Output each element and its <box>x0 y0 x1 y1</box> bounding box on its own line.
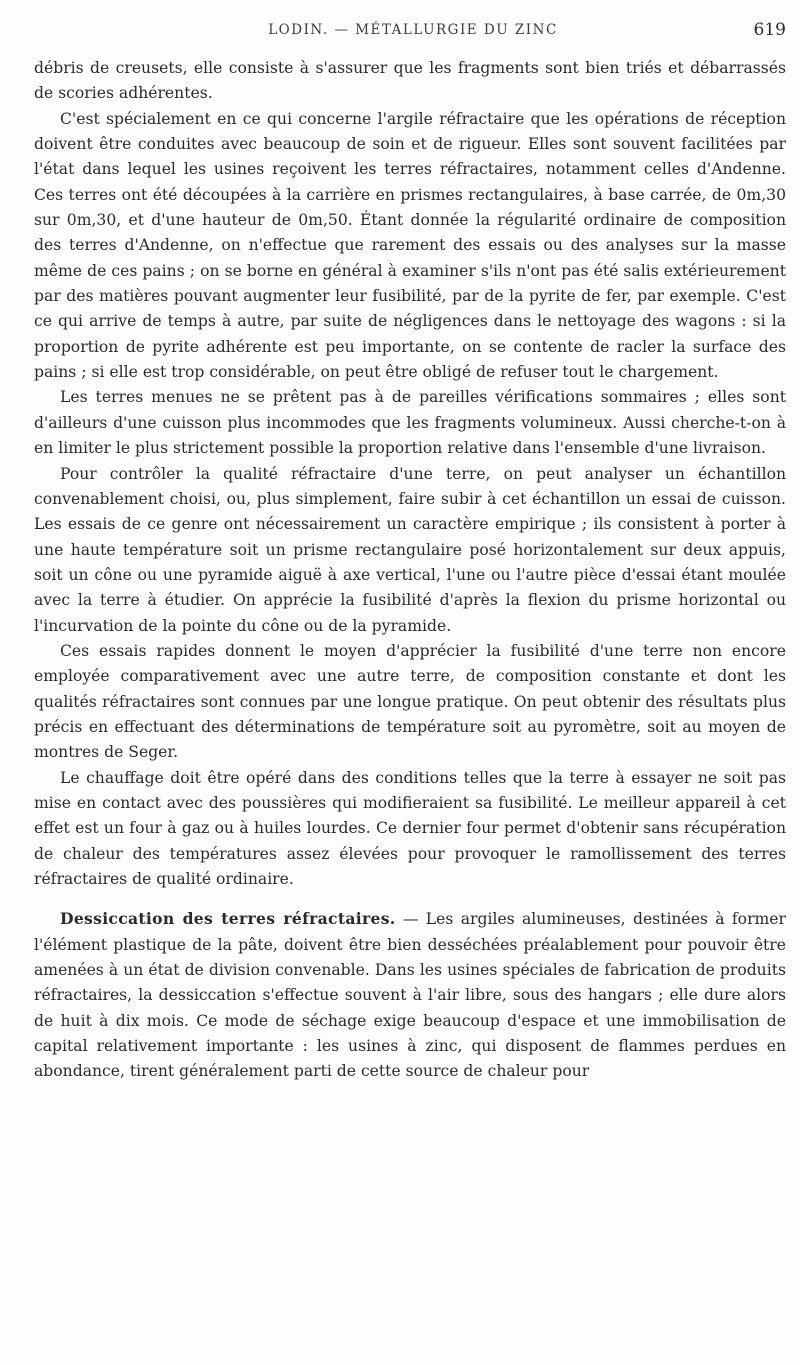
section-paragraph <box>34 906 786 1084</box>
section-title: Dessiccation des terres réfractaires. <box>60 909 396 929</box>
body-text <box>34 56 786 1085</box>
paragraph-1: débris de creusets, elle consiste à s'assurer que les fragments sont bien triés et débarrassés de scories adhérentes. <box>34 59 786 103</box>
paragraph-2: C'est spécialement en ce qui concerne l'argile réfractaire que les opérations de réception doivent être conduites avec beaucoup de soin et de rigueur. Elles sont souvent facilitées par l'état dans lequel les usines reçoivent les terres réfractaires, notamment celles d'Andenne. Ces terres ont été découpées à la carrière en prismes rectangulaires, à base carrée, de 0m,30 sur 0m,30, et d'une hauteur de 0m,50. Étant donnée la régularité ordinaire de composition des terres d'Andenne, on n'effectue que rarement des essais ou des analyses sur la masse même de ces pains ; on se borne en général à examiner s'ils n'ont pas été salis extérieurement par des matières pouvant augmenter leur fusibilité, par de la pyrite de fer, par exemple. C'est ce qui arrive de temps à autre, par suite de négligences dans le nettoyage des wagons : si la proportion de pyrite adhérente est peu importante, on se contente de racler la surface des pains ; si elle est trop considérable, on peut être obligé de refuser tout le chargement. <box>34 109 786 382</box>
running-title: LODIN. — MÉTALLURGIE DU ZINC <box>268 22 558 38</box>
running-head <box>40 22 786 48</box>
page-number: 619 <box>753 20 786 40</box>
section-body: — Les argiles alumineuses, destinées à former l'élément plastique de la pâte, doivent être bien desséchées préalablement pour pouvoir être amenées à un état de division convenable. Dans les usines spéciales de fabrication de produits réfractaires, la dessiccation s'effectue souvent à l'air libre, sous des hangars ; elle dure alors de huit à dix mois. Ce mode de séchage exige beaucoup d'espace et une immobilisation de capital relativement importante : les usines à zinc, qui disposent de flammes perdues en abondance, tirent généralement parti de cette source de chaleur pour <box>34 910 786 1081</box>
paragraph-5: Ces essais rapides donnent le moyen d'apprécier la fusibilité d'une terre non encore employée comparativement avec une autre terre, de composition constante et dont les qualités réfractaires sont connues par une longue pratique. On peut obtenir des résultats plus précis en effectuant des déterminations de température soit au pyromètre, soit au moyen de montres de Seger. <box>34 641 786 762</box>
paragraph-6: Le chauffage doit être opéré dans des conditions telles que la terre à essayer ne soit pas mise en contact avec des poussières qui modifieraient sa fusibilité. Le meilleur appareil à cet effet est un four à gaz ou à huiles lourdes. Ce dernier four permet d'obtenir sans récupération de chaleur des températures assez élevées pour provoquer le ramollissement des terres réfractaires de qualité ordinaire. <box>34 768 786 888</box>
section-gap <box>34 892 786 906</box>
paragraph-4: Pour contrôler la qualité réfractaire d'une terre, on peut analyser un échantillon convenablement choisi, ou, plus simplement, faire subir à cet échantillon un essai de cuisson. Les essais de ce genre ont nécessairement un caractère empirique ; ils consistent à porter à une haute température soit un prisme rectangulaire posé horizontalement sur deux appuis, soit un cône ou une pyramide aiguë à axe vertical, l'une ou l'autre pièce d'essai étant moulée avec la terre à étudier. On apprécie la fusibilité d'après la flexion du prisme horizontal ou l'incurvation de la pointe du cône ou de la pyramide. <box>34 464 786 635</box>
paragraph-3: Les terres menues ne se prêtent pas à de pareilles vérifications sommaires ; elles sont d'ailleurs d'une cuisson plus incommodes que les fragments volumineux. Aussi cherche-t-on à en limiter le plus strictement possible la proportion relative dans l'ensemble d'une livraison. <box>34 388 786 458</box>
